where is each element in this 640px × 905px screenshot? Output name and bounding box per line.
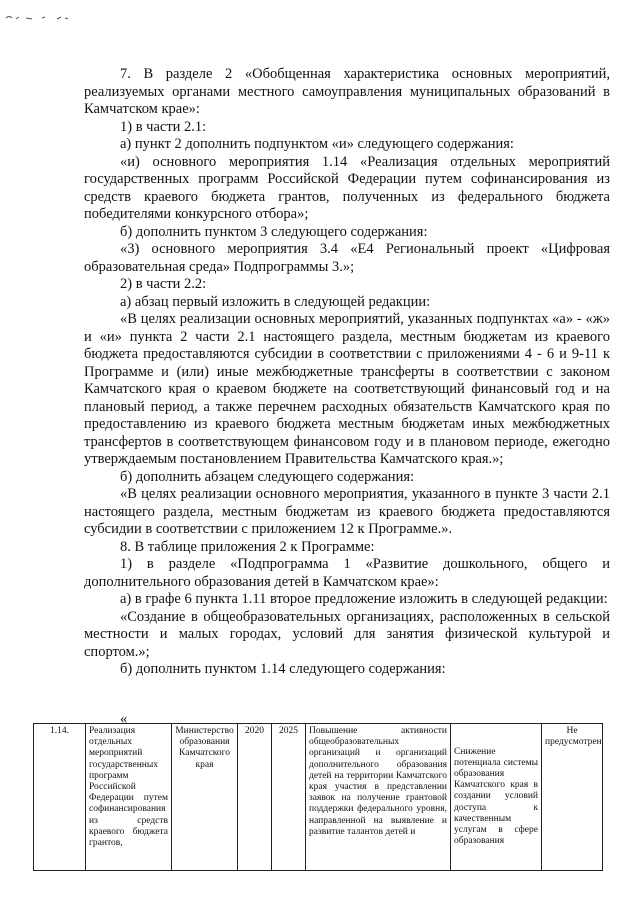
paragraph: 7. В разделе 2 «Обобщенная характеристика основных мероприятий, реализуемых органами местного самоуправления муниципальных образований в Камчатском крае»: — [84, 66, 610, 117]
scan-marks — [2, 10, 72, 26]
paragraph: а) абзац первый изложить в следующей редакции: — [120, 293, 431, 310]
paragraph: «и) основного мероприятия 1.14 «Реализация отдельных мероприятий государственных программ Российской Федерации путем софинансирования из средств краевого бюджета грантов, полученных из федерального бюджета победителями конкурсного отбора»; — [84, 153, 610, 222]
paragraph: «В целях реализации основного мероприятия, указанного в пункте 3 части 2.1 настоящего раздела, местным бюджетам из краевого бюджета предоставляются субсидии в соответствии с приложением 12 к Программе.». — [84, 486, 610, 537]
opening-quote: « — [120, 711, 128, 727]
paragraph: «В целях реализации основных мероприятий, указанных подпунктах «а» - «ж» и «и» пункта 2 части 2.1 настоящего раздела, местным бюджетам из краевого бюджета предоставляются субсидии в соответствии с приложениями 4 - 6 и 9-11 к Программе и (или) иные межбюджетные трансферты в соответствии с законом Камчатского края о краевом бюджете на соответствующий финансовый год и на плановый период, а также перечнем расходных обязательств Камчатского края по предоставлению из краевого бюджета местным бюджетам иных межбюджетных трансфертов в соответствующем финансовом году и в плановом периоде, ежегодно утверждаемым постановлением Правительства Камчатского края.»; — [84, 311, 610, 467]
paragraph: 1) в части 2.1: — [120, 118, 207, 135]
paragraph: «3) основного мероприятия 3.4 «Е4 Региональный проект «Цифровая образовательная среда» Подпрограммы 3.»; — [84, 241, 610, 275]
cell-expected-result: Повышение активности общеобразовательных организаций и организаций дополнительного образования детей на территории Камчатского края участия в представлении заявок на получение грантовой поддержки федерального уровня, направленной на выявление и развитие талантов детей и — [306, 724, 451, 871]
paragraph: б) дополнить абзацем следующего содержания: — [120, 468, 415, 485]
paragraph: б) дополнить пунктом 3 следующего содержания: — [120, 223, 428, 240]
paragraph: 8. В таблице приложения 2 к Программе: — [120, 538, 375, 555]
paragraph: «Создание в общеобразовательных организациях, расположенных в сельской местности и малых городах, условий для занятия физической культурой и спортом.»; — [84, 608, 610, 660]
cell-start-year: 2020 — [238, 724, 272, 871]
cell-executor: Министерство образования Камчатского края — [172, 724, 238, 871]
paragraph: а) пункт 2 дополнить подпунктом «и» следующего содержания: — [120, 136, 514, 152]
cell-number: 1.14. — [34, 724, 86, 871]
cell-end-year: 2025 — [272, 724, 306, 871]
paragraph: 1) в разделе «Подпрограмма 1 «Развитие дошкольного, общего и дополнительного образования детей в Камчатском крае»: — [84, 556, 610, 590]
cell-risk: Снижение потенциала системы образования Камчатского края в создании условий доступа к качественным услугам в сфере образования — [451, 724, 542, 871]
paragraph: а) в графе 6 пункта 1.11 второе предложение изложить в следующей редакции: — [120, 591, 608, 607]
body-text — [84, 66, 610, 679]
table-row — [34, 724, 603, 871]
paragraph: б) дополнить пунктом 1.14 следующего содержания: — [120, 661, 446, 677]
paragraph: 2) в части 2.2: — [120, 276, 207, 292]
program-table — [33, 723, 603, 871]
cell-measure-name: Реализация отдельных мероприятий государственных программ Российской Федерации путем софинансирования из средств краевого бюджета грантов, — [86, 724, 172, 871]
cell-link: Не предусмотрен — [542, 724, 603, 871]
